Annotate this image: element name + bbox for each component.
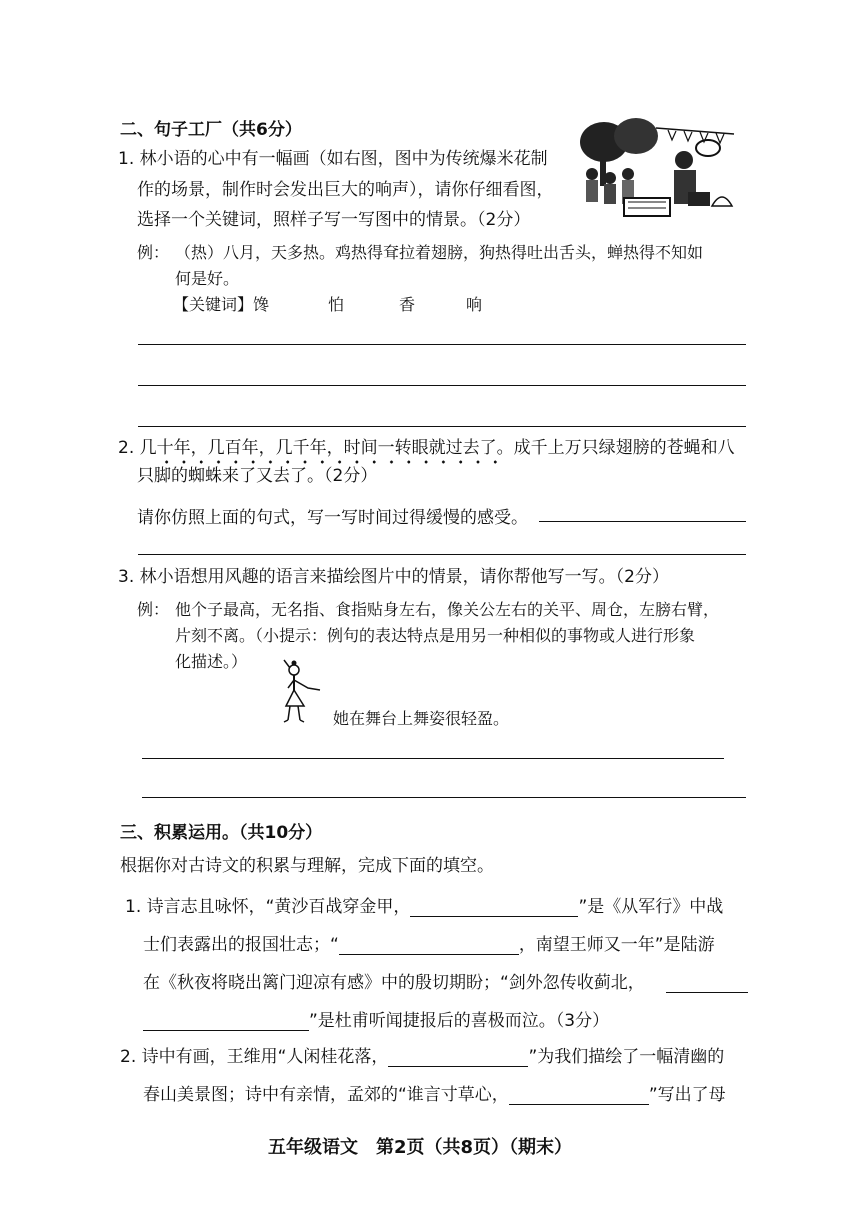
s3-q1-blank-1[interactable] (410, 898, 578, 917)
section-3-title: 三、积累运用。（共10分） (120, 823, 323, 843)
dancer-illustration (280, 658, 332, 730)
q3-example-line3: 化描述。） (175, 652, 248, 671)
section-2-title: 二、句子工厂（共6分） (120, 120, 302, 140)
keyword-2: 怕 (328, 295, 345, 314)
q3-example-line2: 片刻不离。（小提示：例句的表达特点是用另一种相似的事物或人进行形象 (175, 626, 696, 645)
q1-answer-line-3[interactable] (138, 426, 746, 427)
s3-q2-text-c: 春山美景图；诗中有亲情，孟郊的“谁言寸草心， (143, 1085, 509, 1105)
q1-example-line1: （热）八月，天多热。鸡热得耷拉着翅膀，狗热得吐出舌头，蝉热得不知如 (175, 243, 704, 262)
q3-answer-line-1[interactable] (142, 758, 724, 759)
s3-q1-text-d: ，南望王师又一年”是陆游 (518, 935, 715, 955)
q2-line1: 2. 几十年，几百年，几千年，时间一转眼就过去了。成千上万只绿翅膀的苍蝇和八 (118, 438, 735, 458)
s3-q2-blank-2[interactable] (509, 1086, 649, 1105)
s3-q1-line2 (143, 935, 715, 955)
q1-answer-line-2[interactable] (138, 385, 746, 386)
s3-q2-text-d: ”写出了母 (648, 1085, 726, 1105)
s3-q1-line3 (143, 973, 645, 993)
q2-line2: 只脚的蜘蛛来了又去了。（2分） (137, 466, 378, 486)
s3-q1-text-e: 在《秋夜将晓出篱门迎凉有感》中的殷切期盼；“剑外忽传收蓟北， (143, 973, 645, 993)
s3-q2-blank-1[interactable] (388, 1048, 528, 1067)
s3-q2-text-b: ”为我们描绘了一幅清幽的 (528, 1047, 725, 1067)
q2-prompt: 请你仿照上面的句式，写一写时间过得缓慢的感受。 (137, 508, 528, 528)
popcorn-scene-illustration (576, 112, 736, 224)
keyword-4: 响 (466, 295, 483, 314)
q2-emphasis-dots (158, 460, 498, 464)
q1-answer-line-1[interactable] (138, 344, 746, 345)
s3-q1-text-c: 士们表露出的报国壮志；“ (143, 935, 339, 955)
s3-q1-blank-3b[interactable] (143, 1012, 309, 1031)
q1-line1: 1. 林小语的心中有一幅画（如右图，图中为传统爆米花制 (118, 149, 548, 169)
s3-q1-blank-3a[interactable] (666, 992, 748, 993)
keyword-3: 香 (399, 295, 416, 314)
q3-line1: 3. 林小语想用风趣的语言来描绘图片中的情景，请你帮他写一写。（2分） (118, 567, 669, 587)
s3-q1-blank-2[interactable] (339, 936, 519, 955)
s3-q1-text-b: ”是《从军行》中战 (578, 897, 724, 917)
q2-answer-line-1[interactable] (539, 521, 746, 522)
q3-example-line1: 他个子最高，无名指、食指贴身左右，像关公左右的关平、周仓，左膀右臂， (175, 600, 720, 619)
s3-q2-text-a: 2. 诗中有画，王维用“人闲桂花落， (120, 1047, 389, 1067)
s3-q2-line1 (120, 1047, 724, 1067)
s3-q2-line2 (143, 1085, 726, 1105)
q1-example-line2: 何是好。 (175, 269, 240, 288)
q1-line3: 选择一个关键词，照样子写一写图中的情景。（2分） (137, 210, 531, 230)
s3-q1-text-a: 1. 诗言志且咏怀，“黄沙百战穿金甲， (125, 897, 411, 917)
q3-example-label: 例： (137, 600, 170, 619)
keywords-label: 【关键词】 (173, 295, 254, 314)
q3-caption: 她在舞台上舞姿很轻盈。 (333, 709, 510, 728)
q2-answer-line-2[interactable] (138, 554, 746, 555)
s3-q1-line1 (125, 897, 723, 917)
keyword-1: 馋 (253, 295, 270, 314)
s3-q1-text-f: ”是杜甫听闻捷报后的喜极而泣。（3分） (309, 1011, 610, 1031)
q3-answer-line-2[interactable] (142, 797, 746, 798)
section-3-intro: 根据你对古诗文的积累与理解，完成下面的填空。 (120, 856, 494, 876)
page-footer: 五年级语文 第2页（共8页）（期末） (268, 1137, 573, 1158)
q1-line2: 作的场景，制作时会发出巨大的响声），请你仔细看图， (137, 180, 554, 200)
s3-q1-line4 (143, 1011, 609, 1031)
q1-example-label: 例： (137, 243, 170, 262)
